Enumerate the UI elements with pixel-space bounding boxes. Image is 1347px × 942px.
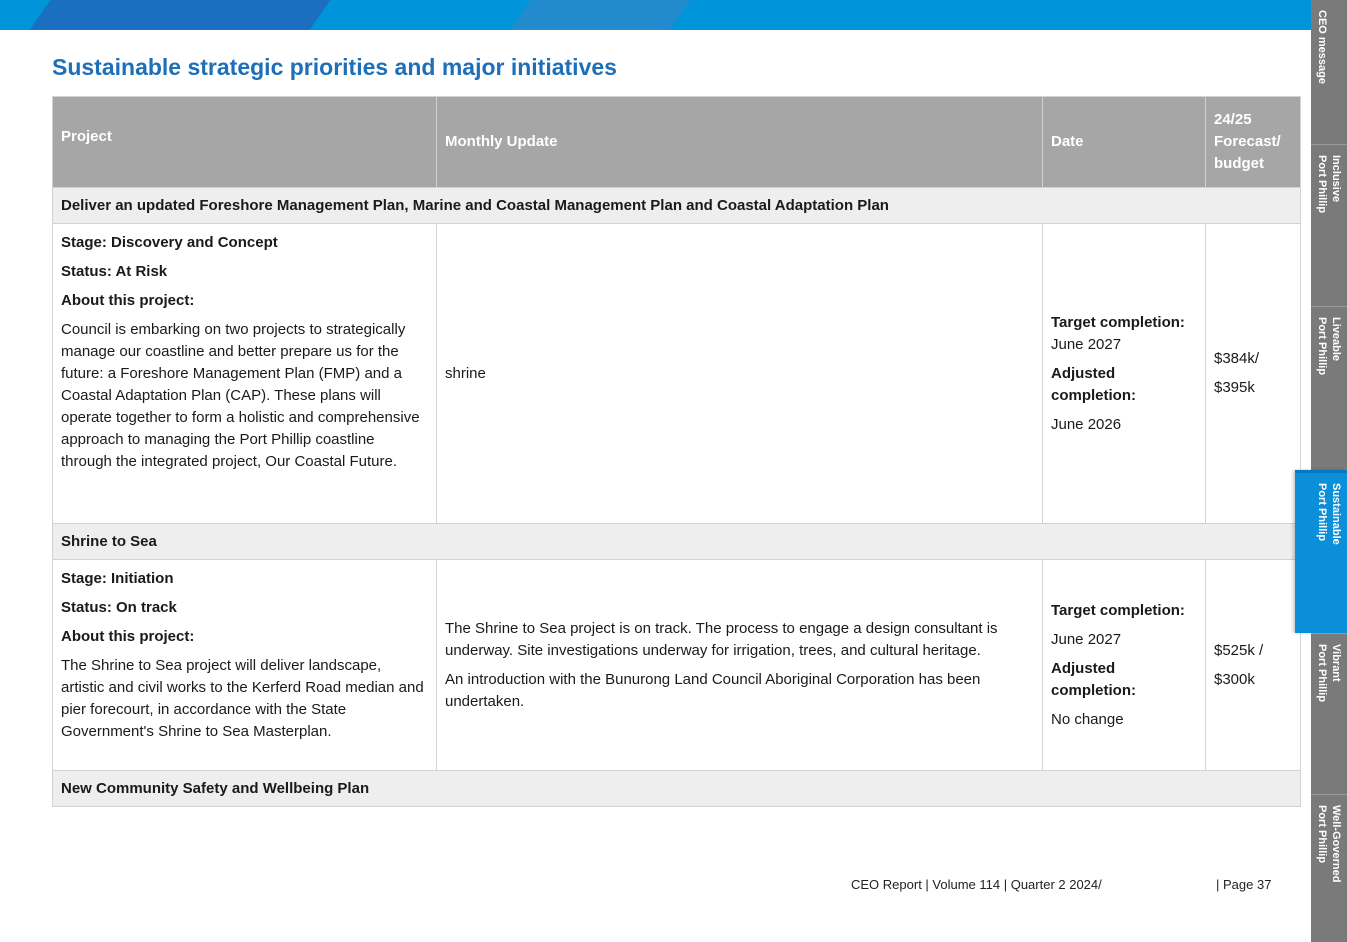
about-label: About this project: (61, 292, 195, 309)
about-text: Council is embarking on two projects to strategically manage our coastline and better prepare us for the future: a Foreshore Management Plan (FMP) and a Coastal Adaptation Plan (CAP). These plans will operate together to form a holistic and comprehensive approach to managing the Port Phillip coastline through the integrated project, Our Coastal Future. (61, 321, 420, 470)
update-text: An introduction with the Bunurong Land Council Aboriginal Corporation has been undertaken. (445, 670, 981, 710)
side-tab-label-line: Port Phillip (1316, 317, 1328, 376)
header-monthly-update: Monthly Update (437, 97, 1043, 188)
adjusted-completion-value: June 2026 (1051, 415, 1122, 433)
side-tab-label-line: Liveable (1330, 317, 1342, 362)
target-completion-label: Target completion: (1051, 313, 1185, 331)
side-tab-label (1315, 317, 1343, 375)
project-status: Status: On track (61, 599, 177, 616)
adjusted-completion-value: No change (1051, 710, 1124, 728)
side-tab-label (1315, 644, 1343, 702)
side-tab-label-line: Port Phillip (1316, 644, 1328, 703)
target-completion-label: Target completion: (1051, 601, 1185, 619)
project-status: Status: At Risk (61, 263, 168, 280)
target-completion-value: June 2027 (1051, 630, 1122, 648)
page-title: Sustainable strategic priorities and major initiatives (52, 54, 617, 80)
section-row (53, 524, 1301, 560)
budget-cell (1206, 224, 1301, 524)
top-banner (0, 0, 1313, 30)
update-text: The Shrine to Sea project is on track. The process to engage a design consultant is underway. Site investigations underway for irrigation, trees, and cultural heritage. (445, 619, 998, 659)
budget-value: $300k (1214, 670, 1255, 688)
side-tab-well-governed[interactable] (1311, 794, 1347, 942)
side-tab-ceo-message[interactable] (1311, 0, 1347, 144)
project-stage: Stage: Initiation (61, 570, 174, 587)
forecast-value: $525k / (1214, 641, 1264, 659)
section-title: Deliver an updated Foreshore Management Plan, Marine and Coastal Management Plan and Coastal Adaptation Plan (53, 188, 1301, 224)
budget-cell (1206, 560, 1301, 771)
side-tab-label-line: Well-Governed (1330, 805, 1342, 883)
side-tab-label-line: Port Phillip (1316, 155, 1328, 214)
project-stage: Stage: Discovery and Concept (61, 234, 278, 251)
footer-page-number: | Page 37 (1216, 877, 1272, 892)
section-title: New Community Safety and Wellbeing Plan (53, 771, 1301, 807)
side-tab-sustainable[interactable] (1295, 470, 1347, 633)
section-row (53, 771, 1301, 807)
about-label: About this project: (61, 628, 195, 645)
side-tab-inclusive[interactable] (1311, 144, 1347, 307)
section-row (53, 188, 1301, 224)
header-date: Date (1043, 97, 1206, 188)
budget-value: $395k (1214, 379, 1255, 396)
header-budget-line: Forecast/ (1214, 133, 1281, 150)
header-budget-line: 24/25 (1214, 111, 1252, 128)
side-tab-label (1315, 10, 1329, 84)
header-project: Project (53, 97, 437, 188)
adjusted-completion-label: Adjusted completion: (1051, 364, 1136, 404)
table-row (53, 224, 1301, 524)
banner-shape (509, 0, 690, 30)
monthly-update-cell (437, 560, 1043, 771)
side-tab-label-line: Port Phillip (1316, 805, 1328, 864)
section-title: Shrine to Sea (53, 524, 1301, 560)
side-tab-label-line: Port Phillip (1316, 483, 1328, 542)
table-row (53, 560, 1301, 771)
about-text: The Shrine to Sea project will deliver landscape, artistic and civil works to the Kerferd Road median and pier forecourt, in accordance with the State Government's Shrine to Sea Masterplan. (61, 657, 424, 740)
side-tab-vibrant[interactable] (1311, 633, 1347, 795)
side-tab-label (1315, 483, 1343, 545)
monthly-update-cell (437, 224, 1043, 524)
initiatives-table (52, 96, 1301, 807)
adjusted-completion-label: Adjusted completion: (1051, 659, 1136, 699)
side-tab-label (1315, 155, 1343, 213)
update-text: shrine (445, 364, 486, 382)
project-cell (53, 224, 437, 524)
side-tab-liveable[interactable] (1311, 306, 1347, 471)
footer-report: CEO Report | Volume 114 | Quarter 2 2024/ (851, 877, 1102, 892)
project-cell (53, 560, 437, 771)
side-tab-label (1315, 805, 1343, 882)
date-cell (1043, 560, 1206, 771)
forecast-value: $384k/ (1214, 350, 1260, 367)
side-tab-label-line: Sustainable (1330, 483, 1342, 545)
side-tab-label-line: Vibrant (1330, 644, 1342, 682)
date-cell (1043, 224, 1206, 524)
header-budget-line: budget (1214, 155, 1264, 172)
banner-shape (29, 0, 330, 30)
header-budget (1206, 97, 1301, 188)
side-tab-label-line: Inclusive (1330, 155, 1342, 203)
table-header-row (53, 97, 1301, 188)
side-tab-label-line: CEO message (1316, 10, 1328, 84)
target-completion-value: June 2027 (1051, 335, 1122, 353)
